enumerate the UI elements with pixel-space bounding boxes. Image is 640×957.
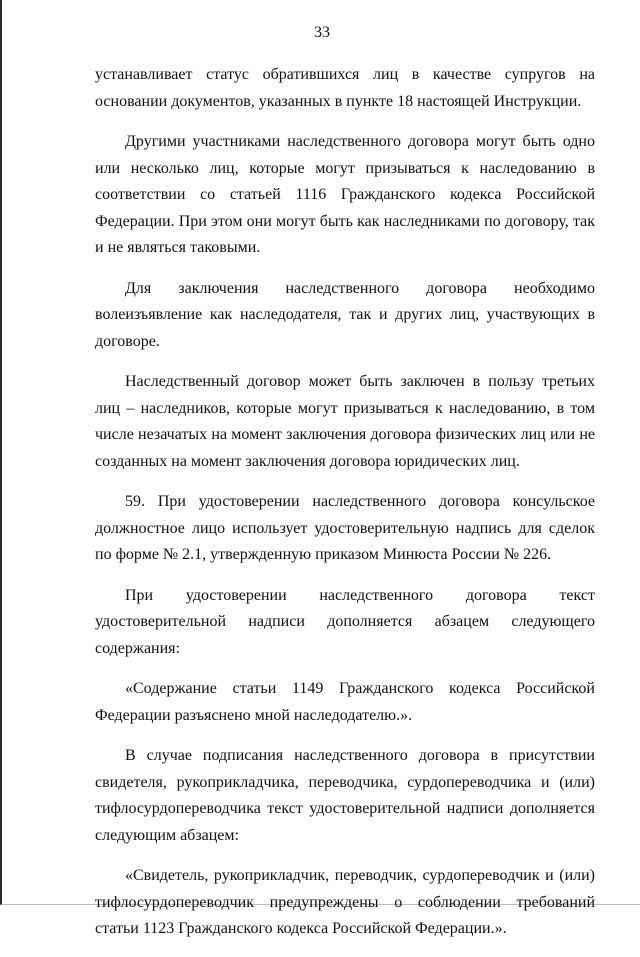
- paragraph-certification-addition: При удостоверении наследственного договора текст удостоверительной надписи дополняется абзацем следующего содержания:: [95, 586, 595, 657]
- paragraph-spouse-status: устанавливает статус обратившихся лиц в качестве супругов на основании документов, указанных в пункте 18 настоящей Инструкции.: [95, 66, 595, 110]
- paragraph-third-parties: Наследственный договор может быть заключен в пользу третьих лиц – наследников, которые могут призываться к наследованию, в том числе незачатых на момент заключения договора физических лиц или не созданных на момент заключения договора юридических лиц.: [95, 373, 595, 470]
- paragraph-witness-case: В случае подписания наследственного договора в присутствии свидетеля, рукоприкладчика, переводчика, сурдопереводчика и (или) тифлосурдопереводчика текст удостоверительной надписи дополняется следующим абзацем:: [95, 747, 595, 844]
- paragraph-other-participants: Другими участниками наследственного договора могут быть одно или несколько лиц, которые могут призываться к наследованию в соответствии со статьей 1116 Гражданского кодекса Российской Федерации. При этом они могут быть как наследниками по договору, так и не являться таковыми.: [95, 133, 595, 256]
- paragraph-quote-article-1123: «Свидетель, рукоприкладчик, переводчик, сурдопереводчик и (или) тифлосурдопереводчик предупреждены о соблюдении требований статьи 1123 Гражданского кодекса Российской Федерации.».: [95, 867, 595, 937]
- paragraph-quote-article-1149: «Содержание статьи 1149 Гражданского кодекса Российской Федерации разъяснено мной наследодателю.».: [95, 680, 595, 724]
- paragraph-will-expression: Для заключения наследственного договора необходимо волеизъявление как наследодателя, так и других лиц, участвующих в договоре.: [95, 279, 595, 350]
- page-number: 33: [314, 24, 330, 41]
- document-body: [95, 62, 595, 957]
- paragraph-item-59: 59. При удостоверении наследственного договора консульское должностное лицо использует удостоверительную надпись для сделок по форме № 2.1, утвержденную приказом Минюста России № 226.: [95, 493, 595, 563]
